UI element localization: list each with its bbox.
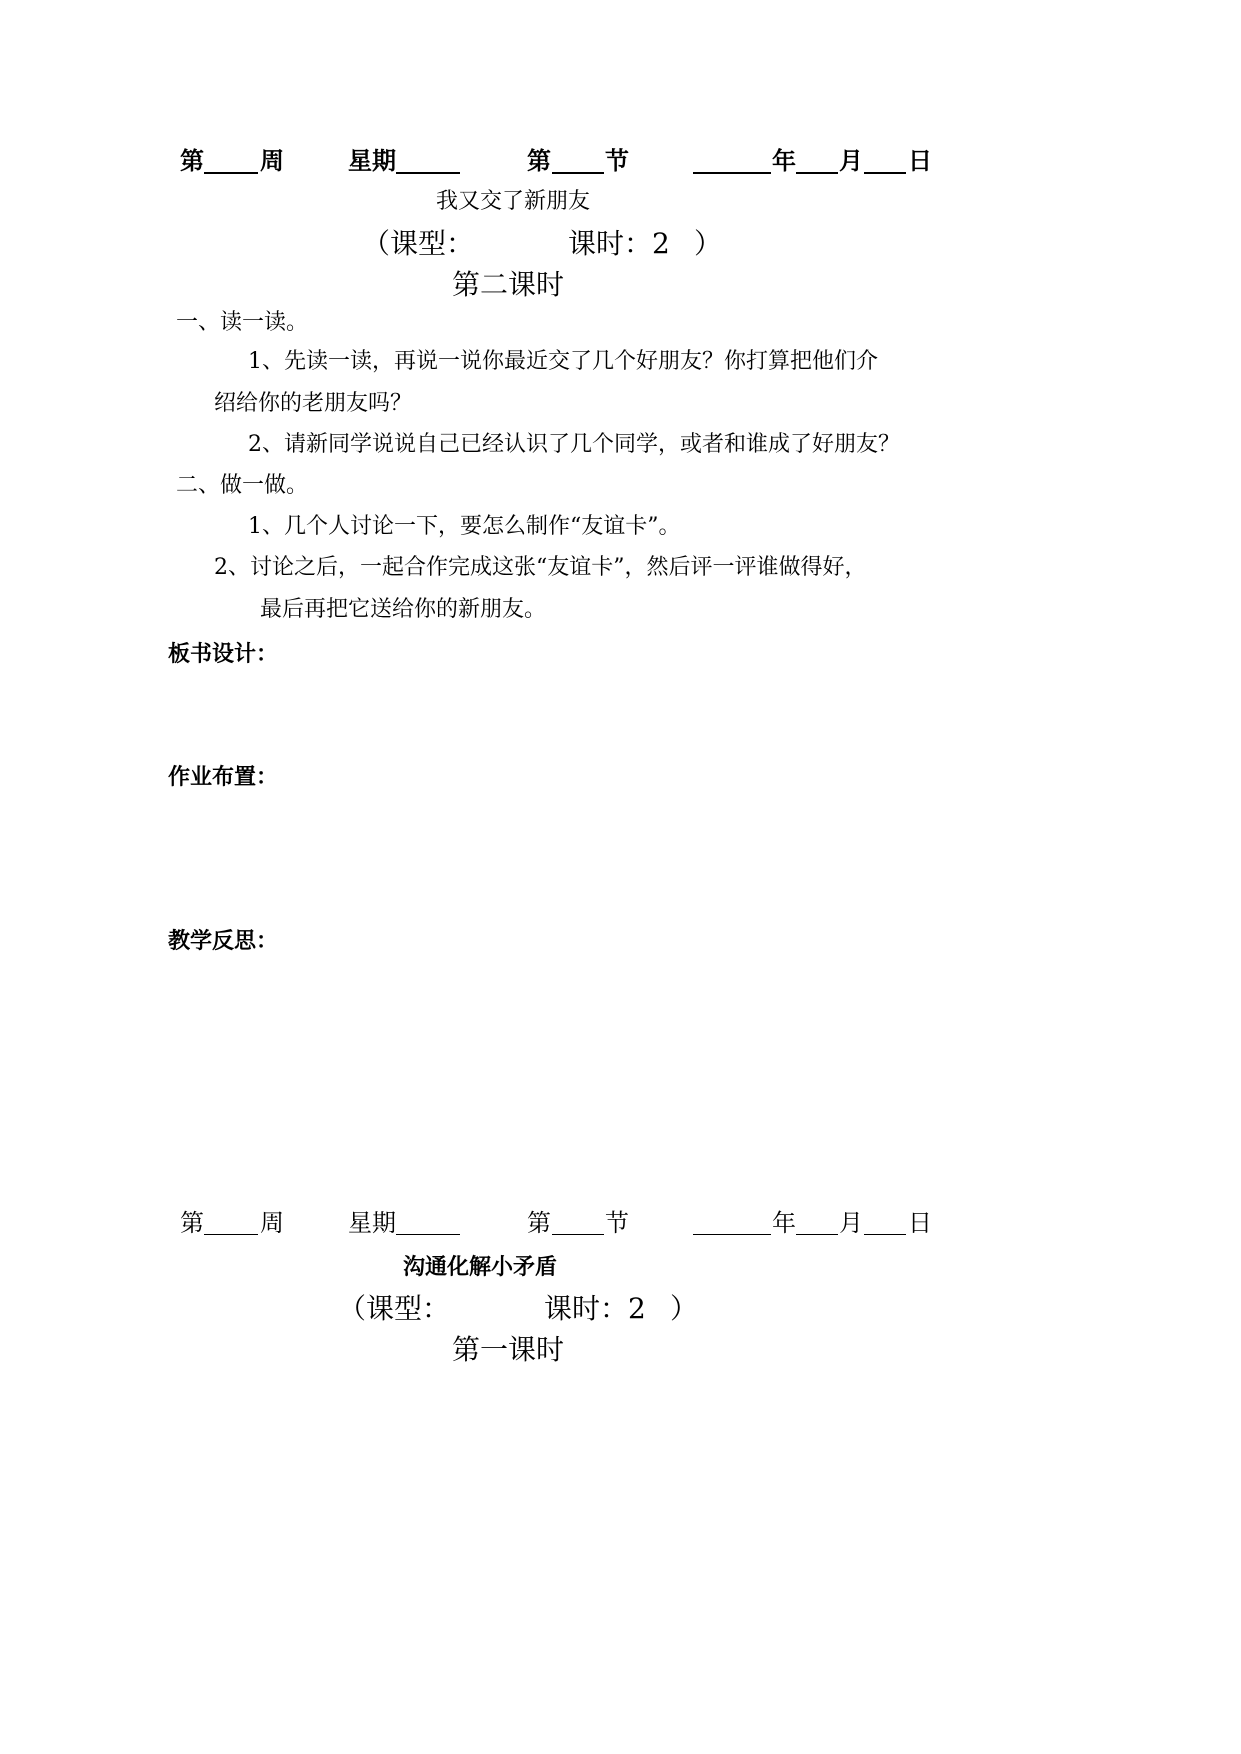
month-blank	[796, 1212, 838, 1235]
month-blank	[796, 150, 838, 174]
period-suffix: 节	[605, 146, 629, 175]
reflection-label: 教学反思：	[168, 928, 279, 954]
year-blank	[693, 1212, 771, 1235]
item1-2: 2、请新同学说说自己已经认识了几个同学，或者和谁成了好朋友？	[248, 432, 900, 457]
day-suffix: 日	[908, 146, 932, 175]
period-prefix: 第	[527, 146, 551, 175]
lesson1-title: 我又交了新朋友	[436, 189, 591, 214]
section1-heading: 一、读一读。	[176, 310, 309, 335]
period-prefix: 第	[527, 1209, 551, 1237]
year-suffix: 年	[772, 146, 796, 175]
item2-2-line1: 2、讨论之后，一起合作完成这张“友谊卡”，然后评一评谁做得好，	[214, 555, 867, 580]
period-blank	[552, 150, 604, 174]
day-suffix: 日	[908, 1209, 932, 1237]
weekday-label: 星期	[348, 1209, 396, 1237]
period-blank	[552, 1212, 604, 1235]
lesson2-session: 第一课时	[452, 1333, 565, 1366]
week-blank	[204, 150, 258, 174]
week-prefix: 第	[180, 1209, 204, 1237]
lesson1-session: 第二课时	[452, 268, 565, 301]
week-suffix: 周	[260, 1209, 284, 1237]
item1-1-line2: 绍给你的老朋友吗？	[214, 391, 413, 416]
lesson2-close-paren: ）	[670, 1292, 699, 1325]
year-blank	[693, 150, 771, 174]
lesson2-hours: 课时：2	[544, 1292, 646, 1325]
weekday-label: 星期	[348, 146, 396, 175]
month-suffix: 月	[839, 146, 863, 175]
homework-label: 作业布置：	[168, 764, 279, 790]
lesson1-type: （课型：	[362, 227, 475, 260]
section2-heading: 二、做一做。	[176, 473, 309, 498]
item2-1: 1、几个人讨论一下，要怎么制作“友谊卡”。	[248, 514, 681, 539]
lesson2-type: （课型：	[338, 1292, 451, 1325]
week-blank	[204, 1212, 258, 1235]
week-prefix: 第	[180, 146, 204, 175]
lesson1-close-paren: ）	[694, 227, 723, 260]
day-blank	[864, 150, 906, 174]
item1-1-line1: 1、先读一读，再说一说你最近交了几个好朋友？你打算把他们介	[248, 349, 878, 374]
lesson2-title: 沟通化解小矛盾	[403, 1254, 558, 1280]
day-blank	[864, 1212, 906, 1235]
board-design-label: 板书设计：	[168, 641, 279, 667]
period-suffix: 节	[605, 1209, 629, 1237]
weekday-blank	[396, 1212, 460, 1235]
item2-2-line2: 最后再把它送给你的新朋友。	[260, 597, 547, 622]
month-suffix: 月	[839, 1209, 863, 1237]
week-suffix: 周	[260, 146, 284, 175]
year-suffix: 年	[772, 1209, 796, 1237]
weekday-blank	[396, 150, 460, 174]
lesson1-hours: 课时：2	[568, 227, 670, 260]
